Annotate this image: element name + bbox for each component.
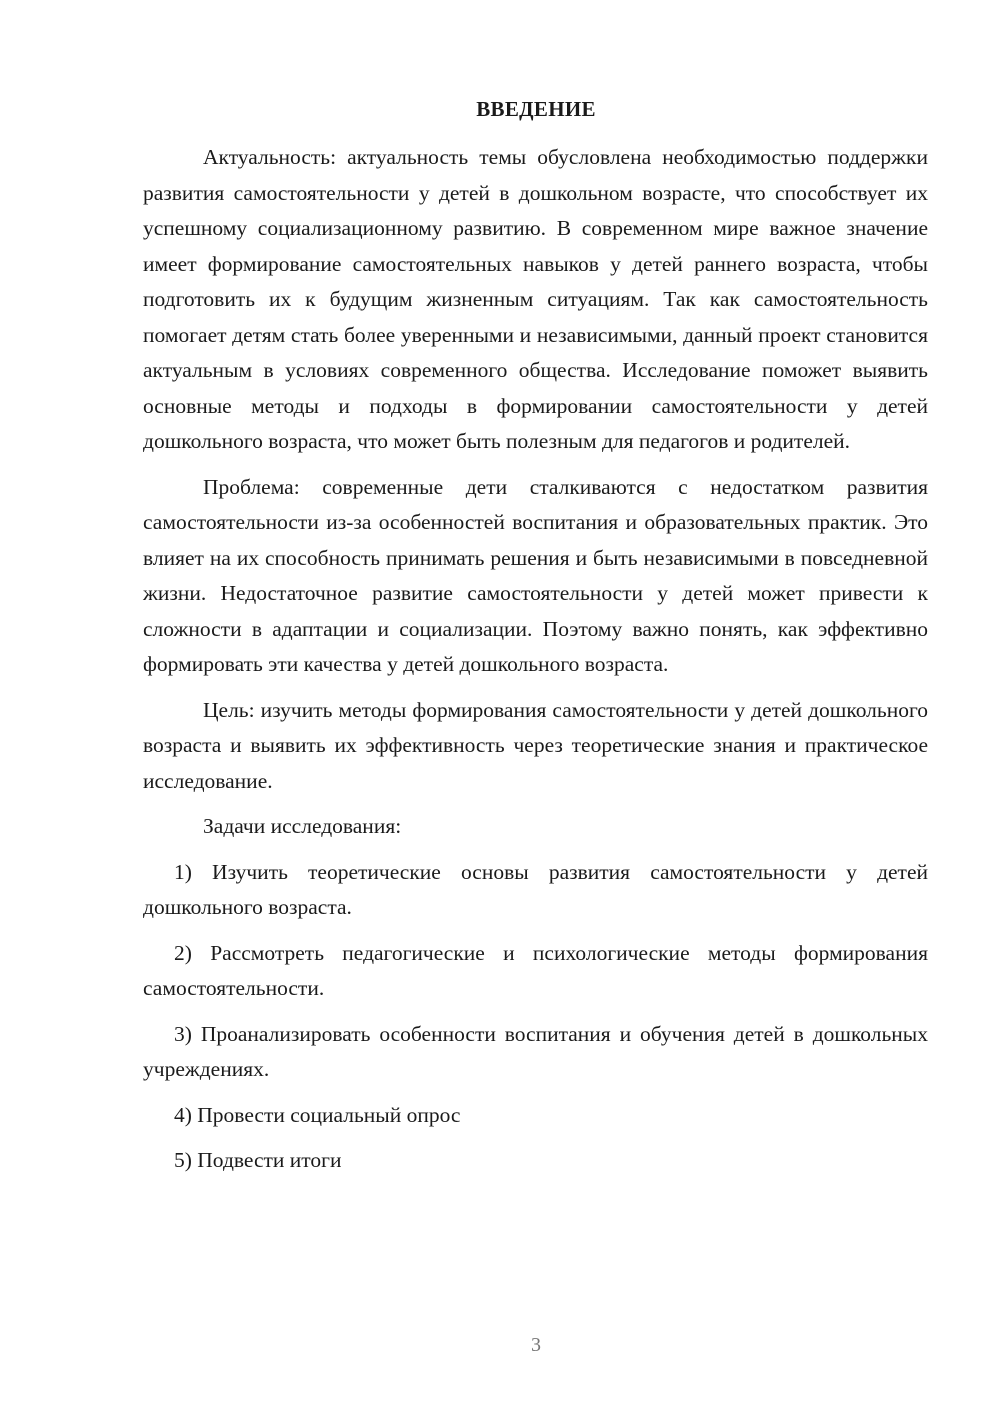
page-title: ВВЕДЕНИЕ xyxy=(476,97,596,121)
task-item: 1) Изучить теоретические основы развития самостоятельности у детей дошкольного возраста. xyxy=(143,859,928,919)
task-item: 4) Провести социальный опрос xyxy=(174,1102,461,1127)
task-item: 3) Проанализировать особенности воспитания и обучения детей в дошкольных учреждениях. xyxy=(143,1021,928,1081)
problem-paragraph: Проблема: современные дети сталкиваются с недостатком развития самостоятельности из-за особенностей воспитания и образовательных практик. Это влияет на их способность принимать решения и быть независимыми в повседневной жизни. Недостаточное развитие самостоятельности у детей может привести к сложности в адаптации и социализации. Поэтому важно понять, как эффективно формировать эти качества у детей дошкольного возраста. xyxy=(143,474,928,676)
tasks-heading: Задачи исследования: xyxy=(203,814,402,838)
task-item: 2) Рассмотреть педагогические и психологические методы формирования самостоятельности. xyxy=(143,940,928,1000)
page-number: 3 xyxy=(531,1334,541,1356)
document-body xyxy=(143,140,928,1179)
relevance-paragraph: Актуальность: актуальность темы обусловлена необходимостью поддержки развития самостоятельности у детей в дошкольном возрасте, что способствует их успешному социализационному развитию. В современном мире важное значение имеет формирование самостоятельных навыков у детей раннего возраста, чтобы подготовить их к будущим жизненным ситуациям. Так как самостоятельность помогает детям стать более уверенными и независимыми, данный проект становится актуальным в условиях современного общества. Исследование поможет выявить основные методы и подходы в формировании самостоятельности у детей дошкольного возраста, что может быть полезным для педагогов и родителей. xyxy=(143,145,928,453)
goal-paragraph: Цель: изучить методы формирования самостоятельности у детей дошкольного возраста и выявить их эффективность через теоретические знания и практическое исследование. xyxy=(143,697,928,793)
task-item: 5) Подвести итоги xyxy=(174,1148,342,1172)
